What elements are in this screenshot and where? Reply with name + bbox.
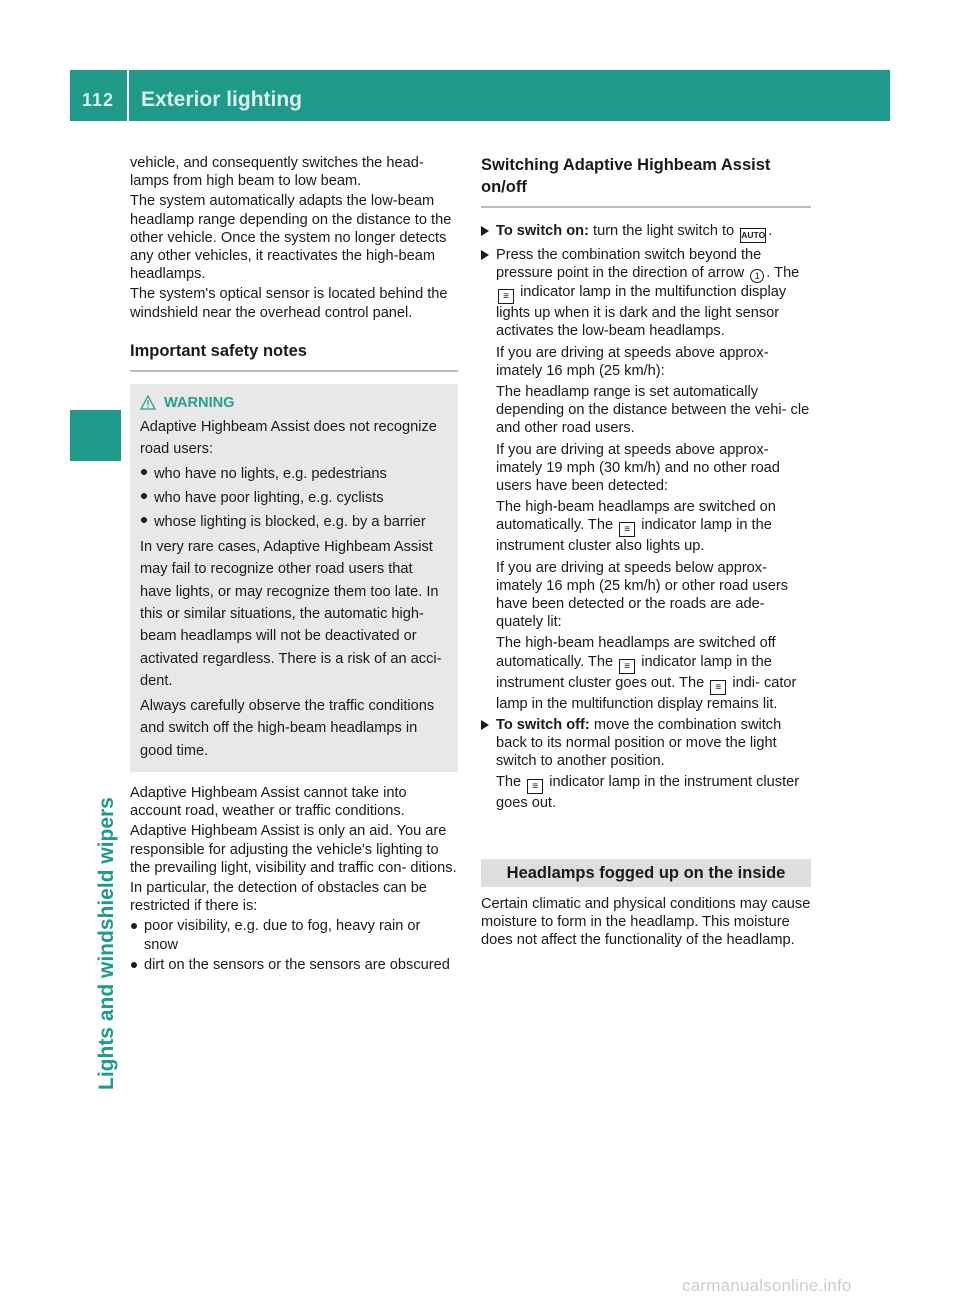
fogged-headlamps-heading: Headlamps fogged up on the inside — [481, 859, 811, 887]
step-paragraph: If you are driving at speeds above approx- imately 19 mph (30 km/h) and no other road users have been detected: — [496, 441, 780, 495]
chapter-tab-marker — [70, 410, 121, 461]
page-number: 112 — [81, 90, 115, 110]
step-text: The — [496, 774, 522, 791]
warning-paragraph: Always carefully observe the traffic conditions and switch off the high-beam headlamps in good time. — [140, 697, 435, 759]
step-label: To switch on: — [496, 223, 589, 239]
intro-paragraph: vehicle, and consequently switches the head- lamps from high beam to low beam. — [130, 155, 424, 190]
step-text: The high-beam headlamps are switched off automatically. The — [496, 635, 776, 670]
header-divider — [127, 70, 129, 121]
warning-header — [140, 390, 448, 416]
watermark: carmanualsonline.info — [682, 1276, 852, 1295]
step-text: The high-beam headlamps are switched on automatically. The — [496, 499, 776, 534]
intro-paragraph: The system's optical sensor is located behind the windshield near the overhead control panel. — [130, 286, 448, 321]
step-press-switch — [481, 246, 811, 713]
list-item: who have poor lighting, e.g. cyclists — [140, 487, 448, 509]
step-text: Press the combination switch beyond the pressure point in the direction of arrow — [496, 247, 762, 282]
step-text: indicator lamp in the instrument cluster goes out. The — [496, 653, 772, 691]
step-text: move the combination switch back to its normal position or move the light switch to another position. — [496, 716, 782, 770]
auto-light-switch-icon: AUTO — [740, 228, 766, 243]
safety-heading: Important safety notes — [130, 340, 458, 372]
right-column — [481, 154, 811, 951]
intro-paragraph: The system automatically adapts the low-beam headlamp range depending on the distance to the other vehicle. Once the system no longer detects any other vehicles, it reactivates the high-beam headlamps. — [130, 193, 452, 283]
step-text: turn the light switch to — [593, 223, 735, 239]
list-item: who have no lights, e.g. pedestrians — [140, 463, 448, 485]
fogged-headlamps-text: Certain climatic and physical conditions may cause moisture to form in the headlamp. This moisture does not affect the functionality of the headlamp. — [481, 895, 811, 949]
step-label: To switch off: — [496, 716, 590, 733]
step-paragraph: If you are driving at speeds above approx- imately 16 mph (25 km/h): — [496, 344, 769, 379]
step-text: indicator lamp in the multifunction display lights up when it is dark and the light sensor activates the low-beam headlamps. — [496, 284, 787, 340]
step-switch-off — [481, 716, 811, 813]
body-paragraph: Adaptive Highbeam Assist cannot take into account road, weather or traffic conditions. — [130, 784, 407, 820]
left-column — [130, 154, 458, 976]
step-text: indicator lamp in the instrument cluster goes out. — [496, 774, 800, 812]
step-switch-on — [481, 222, 811, 243]
warning-paragraph: In very rare cases, Adaptive Highbeam Assist may fail to recognize other road users that have lights, or may recognize them too late. In this or similar situations, the automatic high- beam headlamps will not be deactivated or activated regardless. There is a risk of an acci- dent. — [140, 538, 442, 690]
high-beam-icon: ≡ — [619, 659, 635, 674]
punctuation: . — [768, 223, 773, 239]
warning-title: WARNING — [164, 394, 235, 411]
arrow-number-icon: 1 — [750, 269, 764, 283]
high-beam-icon: ≡ — [619, 522, 635, 537]
step-paragraph: If you are driving at speeds below approx- imately 16 mph (25 km/h) or other road users have been detected or the roads are ade- quately lit: — [496, 559, 788, 631]
adaptive-highbeam-assist-icon: ≡ — [527, 779, 543, 794]
obstacle-list — [130, 917, 458, 974]
body-paragraph: Adaptive Highbeam Assist is only an aid. You are responsible for adjusting the vehicle's lighting to the prevailing light, visibility and traffic con- ditions. — [130, 823, 457, 876]
adaptive-highbeam-assist-icon: ≡ — [710, 680, 726, 695]
after-warning-block — [130, 784, 458, 974]
step-text: indicator lamp in the instrument cluster also lights up. — [496, 517, 772, 555]
step-text: The — [774, 265, 800, 282]
list-item: poor visibility, e.g. due to fog, heavy rain or snow — [130, 917, 458, 953]
body-paragraph: In particular, the detection of obstacles can be restricted if there is: — [130, 879, 427, 915]
punctuation: . — [766, 265, 771, 282]
warning-lead: Adaptive Highbeam Assist does not recognize road users: — [140, 418, 437, 458]
section-title: Exterior lighting — [141, 88, 303, 111]
warning-triangle-icon — [140, 395, 156, 410]
instruction-steps — [481, 222, 811, 813]
warning-box — [130, 384, 458, 772]
step-paragraph: The headlamp range is set automatically depending on the distance between the vehi- cle and other road users. — [496, 384, 810, 437]
switching-heading: Switching Adaptive Highbeam Assist on/off — [481, 154, 811, 208]
warning-list — [140, 463, 448, 534]
step-text: indi- cator lamp in the multifunction display remains lit. — [496, 674, 797, 712]
chapter-label: Lights and windshield wipers — [95, 797, 118, 1090]
list-item: dirt on the sensors or the sensors are obscured — [130, 956, 458, 974]
adaptive-highbeam-assist-icon: ≡ — [498, 289, 514, 304]
list-item: whose lighting is blocked, e.g. by a barrier — [140, 511, 448, 533]
